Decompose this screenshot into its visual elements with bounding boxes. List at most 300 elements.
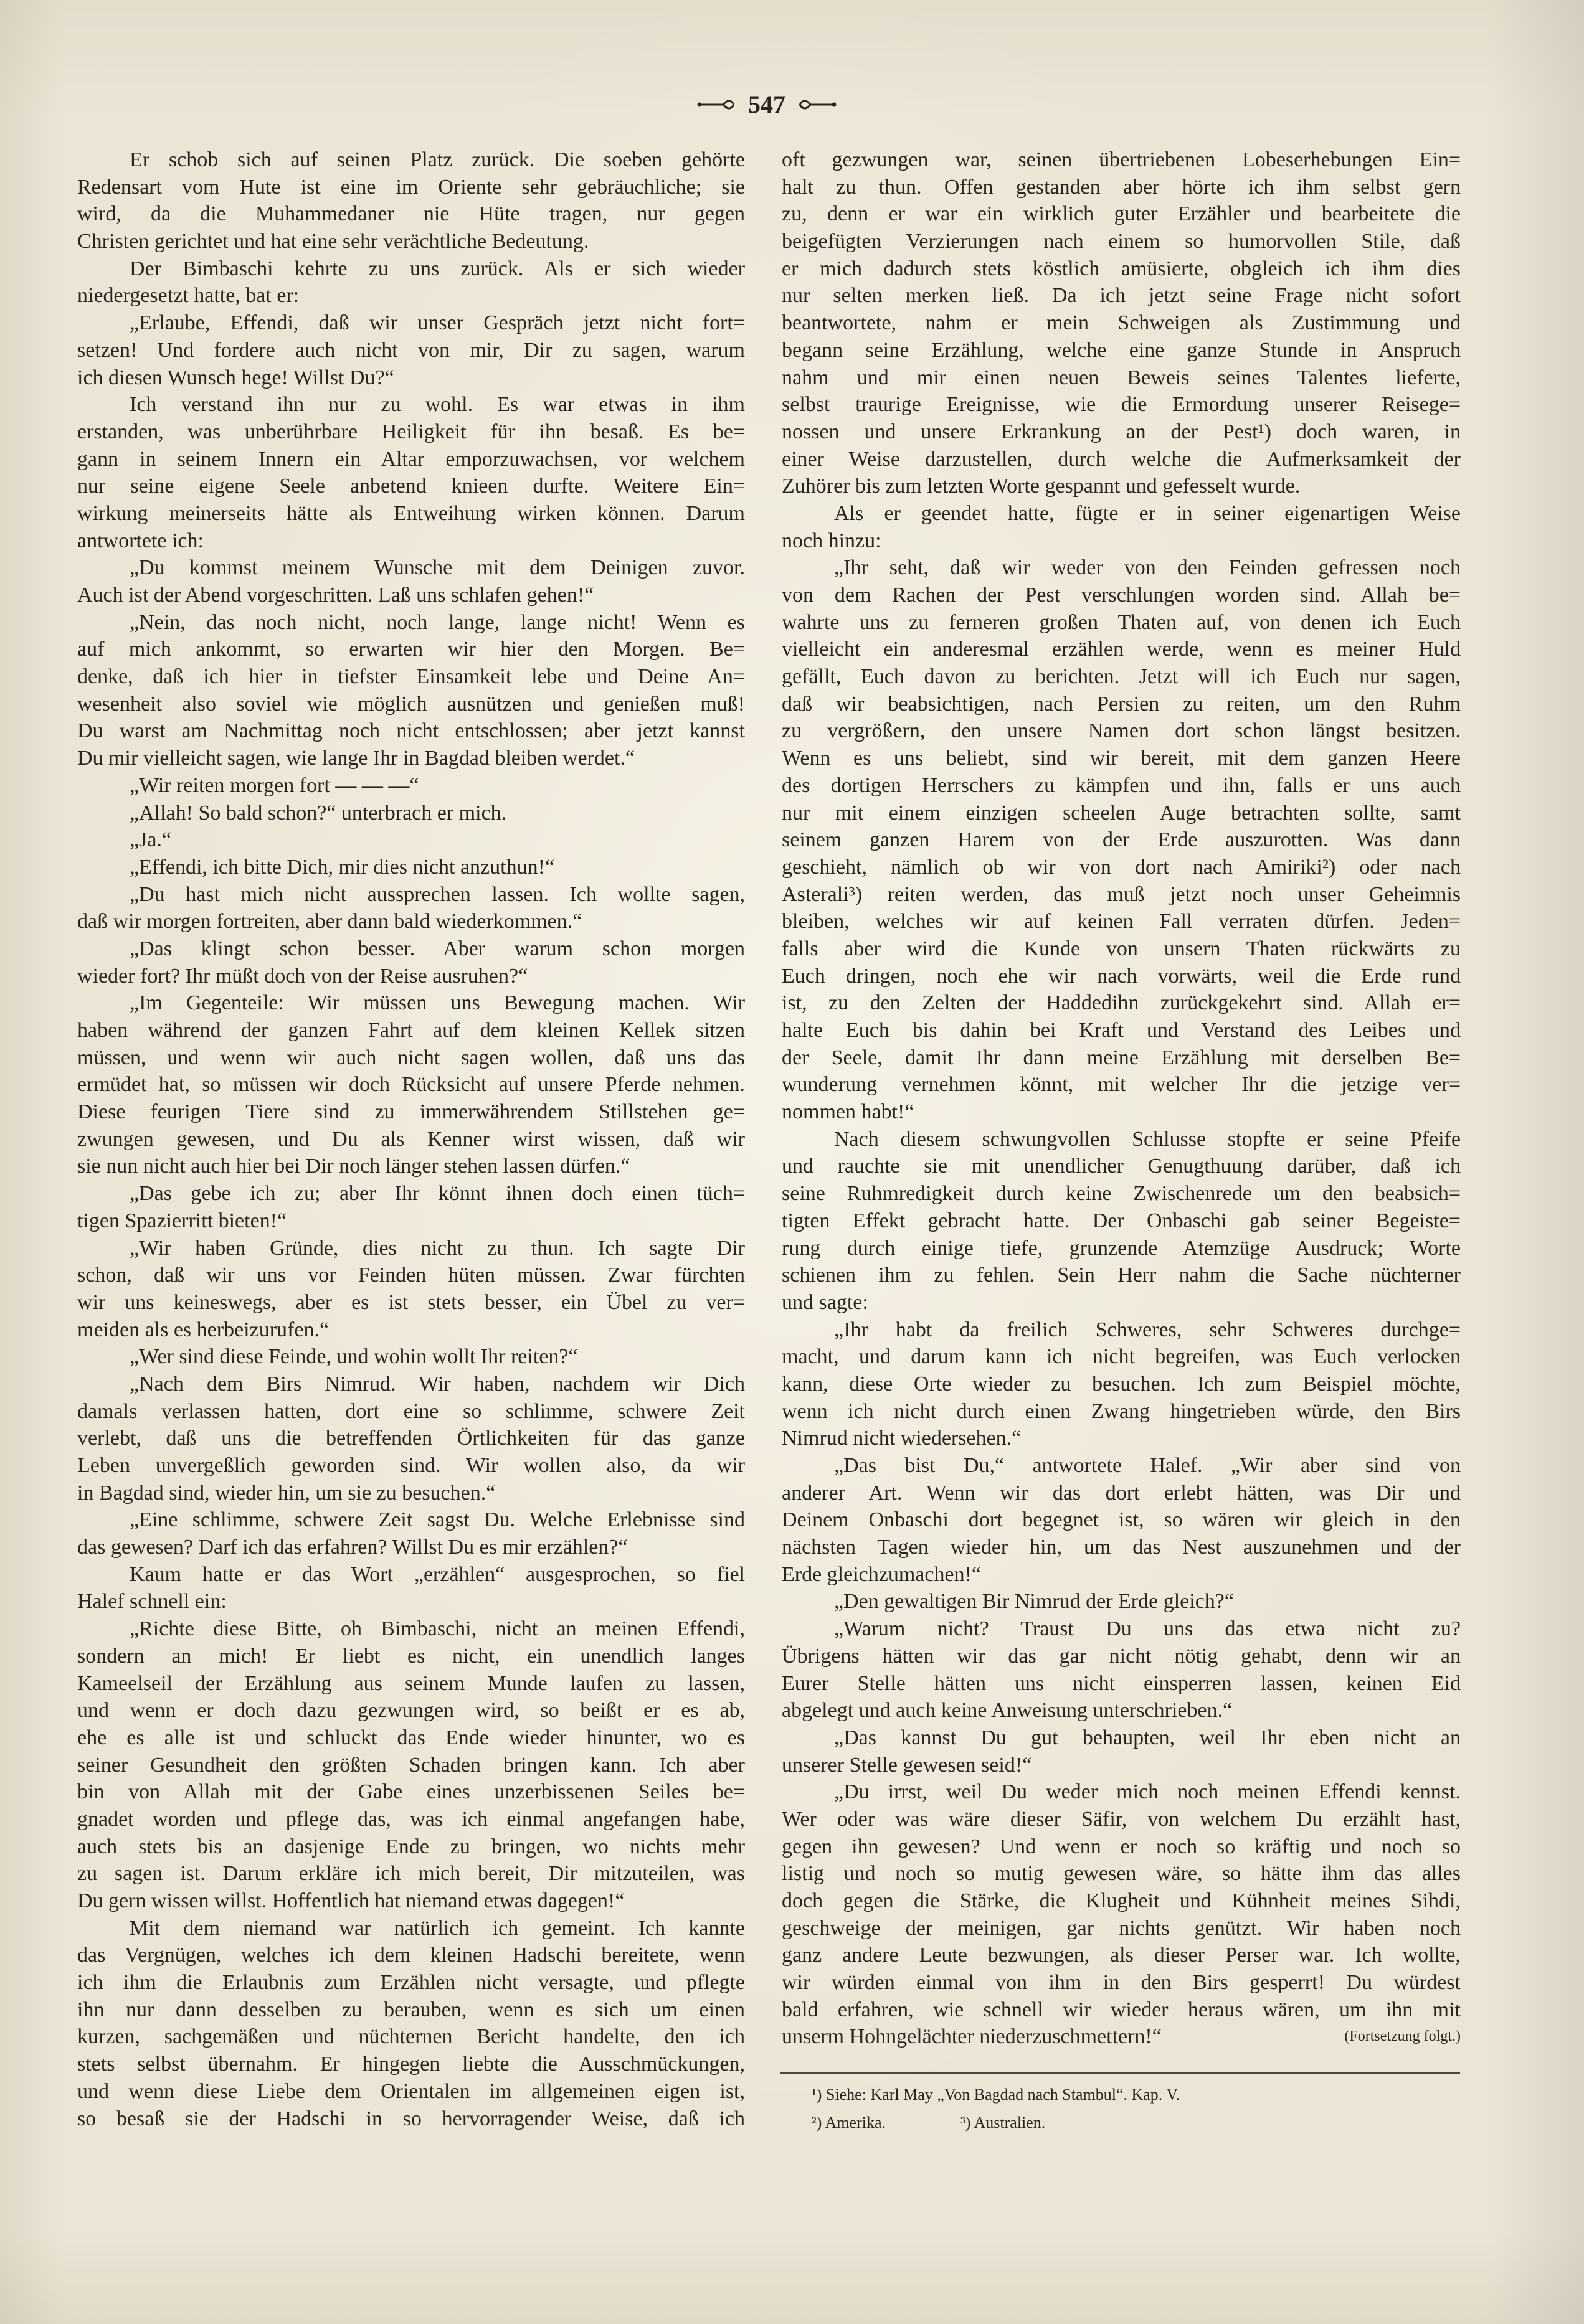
text-line (77, 609, 745, 636)
text-line (77, 1506, 745, 1534)
line-text: Ich verstand ihn nur zu wohl. Es war etwas in ihm (130, 393, 745, 417)
text-line (77, 1044, 745, 1072)
line-text: Wenn es uns beliebt, sind wir bereit, mit dem ganzen Heere (782, 747, 1461, 770)
text-line (782, 1643, 1461, 1670)
paragraph (77, 1235, 745, 1344)
text-line (782, 1724, 1461, 1752)
line-text: kann, diese Orte wieder zu besuchen. Ich zum Beispiel möchte, (782, 1372, 1461, 1396)
text-line (77, 2051, 745, 2078)
line-text: halt zu thun. Offen gestanden aber hörte ich ihm selbst gern (782, 175, 1461, 199)
line-text: denke, daß ich hier in tiefster Einsamkeit lebe und Deine An= (77, 665, 745, 689)
paragraph (77, 854, 745, 881)
text-line (77, 1752, 745, 1779)
paragraph (77, 772, 745, 800)
line-text: bin von Allah mit der Gabe eines unzerbissenen Seiles be= (77, 1780, 745, 1804)
paragraph (77, 146, 745, 255)
line-text: des dortigen Herrschers zu kämpfen und ihn, falls er uns auch (782, 773, 1461, 797)
text-line (77, 1996, 745, 2024)
line-text: ihn nur dann desselben zu berauben, wenn es sich um einen (77, 1998, 745, 2021)
text-line (782, 1561, 1461, 1589)
text-line (782, 1969, 1461, 1996)
text-line (77, 255, 745, 283)
line-text: listig und noch so mutig gewesen wäre, so hätte ihm das alles (782, 1862, 1461, 1886)
line-text: „Effendi, ich bitte Dich, mir dies nicht anzuthun!“ (130, 855, 554, 879)
text-line (77, 663, 745, 691)
text-line (77, 473, 745, 500)
text-line (782, 1316, 1461, 1344)
line-text: auf mich ankommt, so erwarten wir hier den Morgen. Be= (77, 638, 745, 661)
line-text: „Richte diese Bitte, oh Bimbaschi, nicht an meinen Effendi, (130, 1617, 745, 1641)
text-line (782, 201, 1461, 228)
text-line (77, 717, 745, 745)
line-text: beigefügten Verzierungen nach einem so humorvollen Stile, daß (782, 230, 1461, 253)
line-text: wieder fort? Ihr müßt doch von der Reise ausruhen?“ (77, 964, 528, 988)
line-text: oft gezwungen war, seinen übertriebenen Lobeserhebungen Ein= (782, 148, 1461, 171)
line-text: in Bagdad sind, wieder hin, um sie zu besuchen.“ (77, 1481, 496, 1504)
line-text: nommen habt!“ (782, 1100, 914, 1124)
text-line (782, 255, 1461, 283)
text-line (77, 1126, 745, 1153)
text-line (782, 1180, 1461, 1207)
text-line (77, 309, 745, 337)
line-text: ich ihm die Erlaubnis zum Erzählen nicht versagte, und pflegte (77, 1971, 745, 1995)
text-line (77, 1371, 745, 1398)
line-text: „Das klingt schon besser. Aber warum schon morgen (130, 937, 745, 960)
line-text: schienen ihm zu fehlen. Sein Herr nahm die Sache nüchterner (782, 1264, 1461, 1287)
text-line (782, 636, 1461, 663)
paragraph (77, 609, 745, 772)
line-text: „Du hast mich nicht aussprechen lassen. Ich wollte sagen, (130, 882, 745, 906)
text-line (782, 963, 1461, 990)
footnotes (812, 2081, 1459, 2137)
line-text: nur mit einem einzigen scheelen Auge betrachten sollte, samt (782, 801, 1461, 824)
text-line (77, 1235, 745, 1262)
line-text: gegen ihn gewesen? Und wenn er noch so kräftig und noch so (782, 1835, 1461, 1858)
line-text: selbst traurige Ereignisse, wie die Ermordung unserer Reisege= (782, 393, 1461, 417)
line-text: sie nun nicht auch hier bei Dir noch länger stehen lassen dürfen.“ (77, 1155, 630, 1178)
line-text: „Ja.“ (130, 828, 172, 852)
paragraph (77, 1371, 745, 1506)
text-line (782, 1398, 1461, 1425)
text-line (77, 1887, 745, 1915)
line-text: Als er geendet hatte, fügte er in seiner eigenartigen Weise (834, 501, 1461, 525)
text-line (77, 500, 745, 527)
text-line (782, 1098, 1461, 1126)
paragraph (77, 255, 745, 309)
text-line (782, 391, 1461, 418)
line-text: „Wir haben Gründe, dies nicht zu thun. Ich sagte Dir (130, 1236, 745, 1260)
text-line (782, 1343, 1461, 1371)
text-line (782, 1425, 1461, 1452)
line-text: „Nach dem Birs Nimrud. Wir haben, nachdem wir Dich (130, 1372, 745, 1396)
text-line (782, 309, 1461, 337)
line-text: erstanden, was unberührbare Heiligkeit für ihn besaß. Es be= (77, 420, 745, 443)
text-line (77, 1806, 745, 1833)
line-text: stets selbst übernahm. Er hingegen liebte die Ausschmückungen, (77, 2052, 745, 2076)
line-text: nur selten merken ließ. Da ich jetzt seine Frage nicht sofort (782, 284, 1461, 308)
text-line (77, 745, 745, 772)
paragraph (782, 1615, 1461, 1724)
line-text: Leben unvergeßlich geworden sind. Wir wollen also, da wir (77, 1454, 745, 1477)
text-line (77, 554, 745, 582)
line-text: Eurer Stelle hätten uns nicht einsperren lassen, keinen Eid (782, 1671, 1461, 1695)
text-line (77, 1534, 745, 1561)
line-text: verlebt, daß uns die betreffenden Örtlichkeiten für das ganze (77, 1427, 745, 1450)
text-line (77, 1207, 745, 1235)
text-line (77, 391, 745, 418)
line-text: „Das kannst Du gut behaupten, weil Ihr eben nicht an (834, 1726, 1461, 1749)
line-text: anderer Art. Wenn wir das dort erlebt hätten, was Dir und (782, 1481, 1461, 1504)
text-line (77, 582, 745, 609)
line-text: geschieht, nämlich ob wir von dort nach Amiriki²) oder nach (782, 855, 1461, 879)
line-text: wunderung vernehmen könnt, mit welcher Ihr die jetzige ver= (782, 1073, 1461, 1097)
text-line (77, 1561, 745, 1589)
text-line (77, 963, 745, 990)
line-text: antwortete ich: (77, 529, 204, 552)
text-line (77, 1425, 745, 1452)
text-line (77, 772, 745, 800)
line-text: daß wir beabsichtigen, nach Persien zu reiten, um den Ruhm (782, 692, 1461, 716)
text-line (77, 1480, 745, 1507)
paragraph (782, 1316, 1461, 1452)
text-line (782, 1262, 1461, 1289)
text-line (782, 364, 1461, 392)
text-line (77, 1316, 745, 1344)
line-text: das Vergnügen, welches ich dem kleinen Hadschi bereitete, wenn (77, 1944, 745, 1967)
paragraph (77, 935, 745, 990)
text-line (782, 691, 1461, 718)
text-line (77, 527, 745, 555)
line-text: wenn ich nicht durch einen Zwang hingetrieben würde, den Birs (782, 1399, 1461, 1423)
text-line (782, 1697, 1461, 1724)
text-line (77, 1153, 745, 1180)
line-text: Nimrud nicht wiedersehen.“ (782, 1427, 1022, 1450)
text-line (782, 473, 1461, 500)
text-line (77, 2023, 745, 2051)
line-text: haben während der ganzen Fahrt auf dem kleinen Kellek sitzen (77, 1019, 745, 1042)
text-line (77, 935, 745, 963)
line-text: gann in seinem Innern ein Altar emporzuwachsen, vor welchem (77, 447, 745, 471)
line-text: wir uns keineswegs, aber es ist stets besser, ein Übel zu ver= (77, 1290, 745, 1314)
line-text: unserm Hohngelächter niederzuschmettern!“ (782, 2025, 1162, 2049)
text-line (782, 554, 1461, 582)
text-line (782, 772, 1461, 800)
text-line (782, 990, 1461, 1017)
line-text: einer Weise darzustellen, durch welche die Aufmerksamkeit der (782, 447, 1461, 471)
footnote-3: ³) Australien. (960, 2114, 1046, 2132)
line-text: und sagte: (782, 1290, 868, 1314)
line-text: noch hinzu: (782, 529, 881, 552)
text-line (77, 1833, 745, 1861)
text-line (77, 228, 745, 255)
page-number: 547 (748, 90, 785, 118)
text-line (77, 1915, 745, 1942)
line-text: daß wir morgen fortreiten, aber dann bald wiederkommen.“ (77, 910, 582, 933)
text-line (782, 1534, 1461, 1561)
text-line (77, 1942, 745, 1969)
text-line (77, 990, 745, 1017)
paragraph (782, 1452, 1461, 1588)
text-line (782, 282, 1461, 309)
line-text: rung durch einige tiefe, grunzende Atemzüge Ausdruck; Worte (782, 1236, 1461, 1260)
text-line (77, 1860, 745, 1887)
text-line (782, 663, 1461, 691)
line-text: ermüdet hat, so müssen wir doch Rücksicht auf unsere Pferde nehmen. (77, 1073, 745, 1097)
line-text: ist, zu den Zelten der Haddedihn zurückgekehrt sind. Allah er= (782, 991, 1461, 1015)
line-text: Christen gerichtet und hat eine sehr verächtliche Bedeutung. (77, 230, 589, 253)
line-text: meiden als es herbeizurufen.“ (77, 1318, 330, 1341)
text-line (782, 881, 1461, 909)
text-line (77, 1017, 745, 1044)
line-text: seiner Gesundheit den größten Schaden bringen kann. Ich aber (77, 1753, 745, 1777)
line-text: Zuhörer bis zum letzten Worte gespannt und gefesselt wurde. (782, 475, 1301, 498)
text-line (77, 1615, 745, 1643)
line-text: kurzen, sachgemäßen und nüchternen Bericht handelte, den ich (77, 2025, 745, 2049)
text-line (782, 1017, 1461, 1044)
line-text: Du mir vielleicht sagen, wie lange Ihr in Bagdad bleiben werdet.“ (77, 747, 635, 770)
line-text: wir würden einmal von ihm in den Birs gesperrt! Du würdest (782, 1971, 1461, 1995)
line-text: „Das gebe ich zu; aber Ihr könnt ihnen doch einen tüch= (130, 1182, 745, 1206)
footnote-2: ²) Amerika. (812, 2114, 886, 2132)
paragraph (77, 800, 745, 827)
text-line (782, 1289, 1461, 1316)
text-line (782, 1235, 1461, 1262)
line-text: zu, denn er war ein wirklich guter Erzähler und bearbeitete die (782, 202, 1461, 226)
text-line (77, 146, 745, 174)
line-text: „Im Gegenteile: Wir müssen uns Bewegung machen. Wir (130, 991, 745, 1015)
line-text: begann seine Erzählung, welche eine ganze Stunde in Anspruch (782, 338, 1461, 362)
line-text: seine Ruhmredigkeit durch keine Zwischenrede um den beabsich= (782, 1182, 1461, 1206)
line-text: „Nein, das noch nicht, noch lange, lange nicht! Wenn es (130, 610, 745, 634)
text-line (77, 1343, 745, 1371)
text-line (782, 1860, 1461, 1887)
line-text: schon, daß wir uns vor Feinden hüten müssen. Zwar fürchten (77, 1264, 745, 1287)
line-text: wahrte uns zu ferneren großen Thaten auf, von denen ich Euch (782, 610, 1461, 634)
ornament-left-icon (696, 97, 739, 112)
text-line (77, 1452, 745, 1480)
line-text: ganz andere Leute bezwungen, als dieser Perser war. Ich wollte, (782, 1944, 1461, 1967)
text-line (782, 800, 1461, 827)
text-line (782, 174, 1461, 201)
text-line (782, 1071, 1461, 1098)
text-line (782, 745, 1461, 772)
text-line (782, 908, 1461, 935)
line-text: wirkung meinerseits hätte als Entweihung wirken können. Darum (77, 501, 745, 525)
footnote-1: ¹) Siehe: Karl May „Von Bagdad nach Stambul“. Kap. V. (812, 2085, 1180, 2104)
text-line (782, 337, 1461, 364)
paragraph (77, 391, 745, 554)
text-line (77, 418, 745, 446)
line-text: nahm und mir einen neuen Beweis seines Talentes lieferte, (782, 366, 1461, 389)
text-line (77, 446, 745, 473)
line-text: halte Euch bis dahin bei Kraft und Verstand des Leibes und (782, 1019, 1461, 1042)
line-text: Du gern wissen willst. Hoffentlich hat niemand etwas dagegen!“ (77, 1889, 625, 1912)
text-line (77, 636, 745, 663)
text-line (77, 1588, 745, 1615)
line-text: nossen und unsere Erkrankung an der Pest¹) doch waren, in (782, 420, 1461, 443)
line-text: Du warst am Nachmittag noch nicht entschlossen; aber jetzt kannst (77, 719, 745, 743)
line-text: nur seine eigene Seele anbetend knieen durfte. Weitere Ein= (77, 475, 745, 498)
text-line (782, 1153, 1461, 1180)
text-line (782, 446, 1461, 473)
text-line (77, 800, 745, 827)
text-line (782, 418, 1461, 446)
line-text: müssen, und wenn wir auch nicht sagen wollen, daß uns das (77, 1046, 745, 1069)
text-line (782, 1778, 1461, 1806)
line-text: gnadet worden und pflege das, was ich einmal angefangen habe, (77, 1807, 745, 1831)
line-text: Auch ist der Abend vorgeschritten. Laß uns schlafen gehen!“ (77, 583, 594, 607)
text-line (77, 174, 745, 201)
text-line (782, 527, 1461, 555)
line-text: geschweige der meinigen, gar nichts genützt. Wir haben noch (782, 1916, 1461, 1940)
line-text: das gewesen? Darf ich das erfahren? Willst Du es mir erzählen?“ (77, 1536, 628, 1559)
text-line (782, 717, 1461, 745)
line-text: Diese feurigen Tiere sind zu immerwährendem Stillstehen ge= (77, 1100, 745, 1124)
text-line (782, 1915, 1461, 1942)
paragraph (782, 146, 1461, 500)
line-text: nächsten Tagen wieder hin, um das Nest auszunehmen und der (782, 1536, 1461, 1559)
line-text: bleiben, welches wir auf keinen Fall verraten dürfen. Jeden= (782, 910, 1461, 933)
line-text: und wenn er doch dazu gezwungen wird, so beißt er es ab, (77, 1699, 745, 1722)
line-text: Deinem Onbaschi dort begegnet ist, so wären wir gleich in den (782, 1508, 1461, 1532)
text-line (77, 826, 745, 854)
text-line (782, 1126, 1461, 1153)
line-text: „Eine schlimme, schwere Zeit sagst Du. Welche Erlebnisse sind (130, 1508, 745, 1532)
line-text: Redensart vom Hute ist eine im Oriente sehr gebräuchliche; sie (77, 175, 745, 199)
text-line (782, 582, 1461, 609)
line-text: sondern an mich! Er liebt es nicht, ein unendlich langes (77, 1644, 745, 1668)
text-line (77, 1643, 745, 1670)
text-line (77, 881, 745, 909)
text-line (77, 691, 745, 718)
text-line (77, 1262, 745, 1289)
text-line (782, 1942, 1461, 1969)
line-text: Nach diesem schwungvollen Schlusse stopfte er seine Pfeife (834, 1127, 1461, 1151)
text-line (782, 935, 1461, 963)
line-text: tigen Spazierritt bieten!“ (77, 1209, 287, 1232)
paragraph (77, 1506, 745, 1561)
text-line (782, 1480, 1461, 1507)
line-text: „Wir reiten morgen fort — — —“ (130, 773, 419, 797)
text-line (782, 2023, 1461, 2051)
line-text: Asterali³) reiten werden, das muß jetzt noch unser Geheimnis (782, 882, 1461, 906)
line-text: damals verlassen hatten, dort eine so schlimme, schwere Zeit (77, 1399, 745, 1423)
text-line (782, 1615, 1461, 1643)
paragraph (782, 1724, 1461, 1778)
paragraph (782, 1126, 1461, 1316)
text-line (77, 2078, 745, 2105)
text-line (77, 1098, 745, 1126)
line-text: „Wer sind diese Feinde, und wohin wollt Ihr reiten?“ (130, 1345, 578, 1369)
line-text: unserer Stelle gewesen seid!“ (782, 1753, 1032, 1777)
line-text: auch stets bis an dasjenige Ende zu bringen, wo nichts mehr (77, 1835, 745, 1858)
line-text: zu vergrößern, den unsere Namen dort schon längst besitzen. (782, 719, 1461, 743)
line-text: „Das bist Du,“ antwortete Halef. „Wir aber sind von (834, 1454, 1461, 1477)
line-text: abgelegt und auch keine Anweisung unterschrieben.“ (782, 1699, 1233, 1722)
text-line (77, 2105, 745, 2133)
text-line (782, 1996, 1461, 2024)
text-line (782, 1452, 1461, 1480)
line-text: „Warum nicht? Traust Du uns das etwa nicht zu? (834, 1617, 1461, 1641)
line-text: „Du kommst meinem Wunsche mit dem Deinigen zuvor. (130, 556, 745, 580)
text-line (782, 146, 1461, 174)
line-text: der Seele, damit Ihr dann meine Erzählung mit derselben Be= (782, 1046, 1461, 1069)
line-text: „Allah! So bald schon?“ unterbrach er mich. (130, 801, 507, 824)
line-text: Erde gleichzumachen!“ (782, 1562, 981, 1586)
line-text: niedergesetzt hatte, bat er: (77, 284, 300, 308)
continuation-note: (Fortsetzung folgt.) (1344, 2028, 1461, 2045)
paragraph (782, 554, 1461, 1125)
line-text: Übrigens hätten wir das gar nicht nötig gehabt, denn wir an (782, 1644, 1461, 1668)
paragraph (782, 500, 1461, 554)
text-line (77, 1969, 745, 1996)
text-line (782, 1833, 1461, 1861)
text-line (77, 1180, 745, 1207)
line-text: und wenn diese Liebe dem Orientalen im allgemeinen eigen ist, (77, 2079, 745, 2103)
text-line (77, 1398, 745, 1425)
line-text: macht, und darum kann ich nicht begreifen, was Euch verlocken (782, 1345, 1461, 1369)
paragraph (782, 1588, 1461, 1615)
text-line (77, 337, 745, 364)
text-line (782, 1806, 1461, 1833)
line-text: „Du irrst, weil Du weder mich noch meinen Effendi kennst. (834, 1780, 1461, 1804)
paragraph (77, 1343, 745, 1371)
text-line (77, 1670, 745, 1698)
line-text: „Ihr habt da freilich Schweres, sehr Schweres durchge= (834, 1318, 1461, 1341)
line-text: Wer oder was wäre dieser Säfir, von welchem Du erzählt hast, (782, 1807, 1461, 1831)
line-text: Kaum hatte er das Wort „erzählen“ ausgesprochen, so fiel (130, 1562, 745, 1586)
paragraph (782, 1778, 1461, 2051)
paragraph (77, 990, 745, 1180)
text-line (782, 609, 1461, 636)
line-text: setzen! Und fordere auch nicht von mir, Dir zu sagen, warum (77, 338, 745, 362)
text-line (782, 826, 1461, 854)
paragraph (77, 1561, 745, 1615)
footnote-row-1 (812, 2081, 1459, 2109)
paragraph (77, 881, 745, 935)
line-text: und rauchte sie mit unendlicher Genugthuung darüber, daß ich (782, 1155, 1461, 1178)
footnote-separator (780, 2072, 1460, 2074)
text-line (782, 500, 1461, 527)
line-text: beantwortete, nahm er mein Schweigen als Zustimmung und (782, 311, 1461, 335)
line-text: Euch dringen, noch ehe wir nach vorwärts, weil die Erde rund (782, 964, 1461, 988)
page-number-group (696, 87, 838, 122)
line-text: Mit dem niemand war natürlich ich gemeint. Ich kannte (130, 1916, 745, 1940)
text-line (782, 228, 1461, 255)
paragraph (77, 826, 745, 854)
left-column (77, 146, 745, 2132)
text-line (77, 282, 745, 309)
text-line (782, 1752, 1461, 1779)
text-line (77, 1071, 745, 1098)
paragraph (77, 1615, 745, 1915)
line-text: er mich dadurch stets köstlich amüsierte, obgleich ich ihm dies (782, 257, 1461, 280)
line-text: von dem Rachen der Pest verschlungen worden sind. Allah be= (782, 583, 1461, 607)
text-line (782, 1044, 1461, 1072)
text-line (782, 1887, 1461, 1915)
text-line (77, 854, 745, 881)
line-text: tigten Effekt gebracht hatte. Der Onbaschi gab seiner Begeiste= (782, 1209, 1461, 1232)
line-text: vielleicht ein anderesmal erzählen werde, wenn es meiner Huld (782, 638, 1461, 661)
line-text: zwungen gewesen, und Du als Kenner wirst wissen, daß wir (77, 1127, 745, 1151)
line-text: falls aber wird die Kunde von unsern Thaten rückwärts zu (782, 937, 1461, 960)
paragraph (77, 1915, 745, 2133)
paragraph (77, 554, 745, 608)
line-text: bald erfahren, wie schnell wir wieder heraus wären, um ihn mit (782, 1998, 1461, 2021)
text-line (77, 1724, 745, 1752)
line-text: Er schob sich auf seinen Platz zurück. Die soeben gehörte (130, 148, 745, 171)
line-text: wesenheit also soviel wie möglich ausnützen und genießen muß! (77, 692, 745, 716)
